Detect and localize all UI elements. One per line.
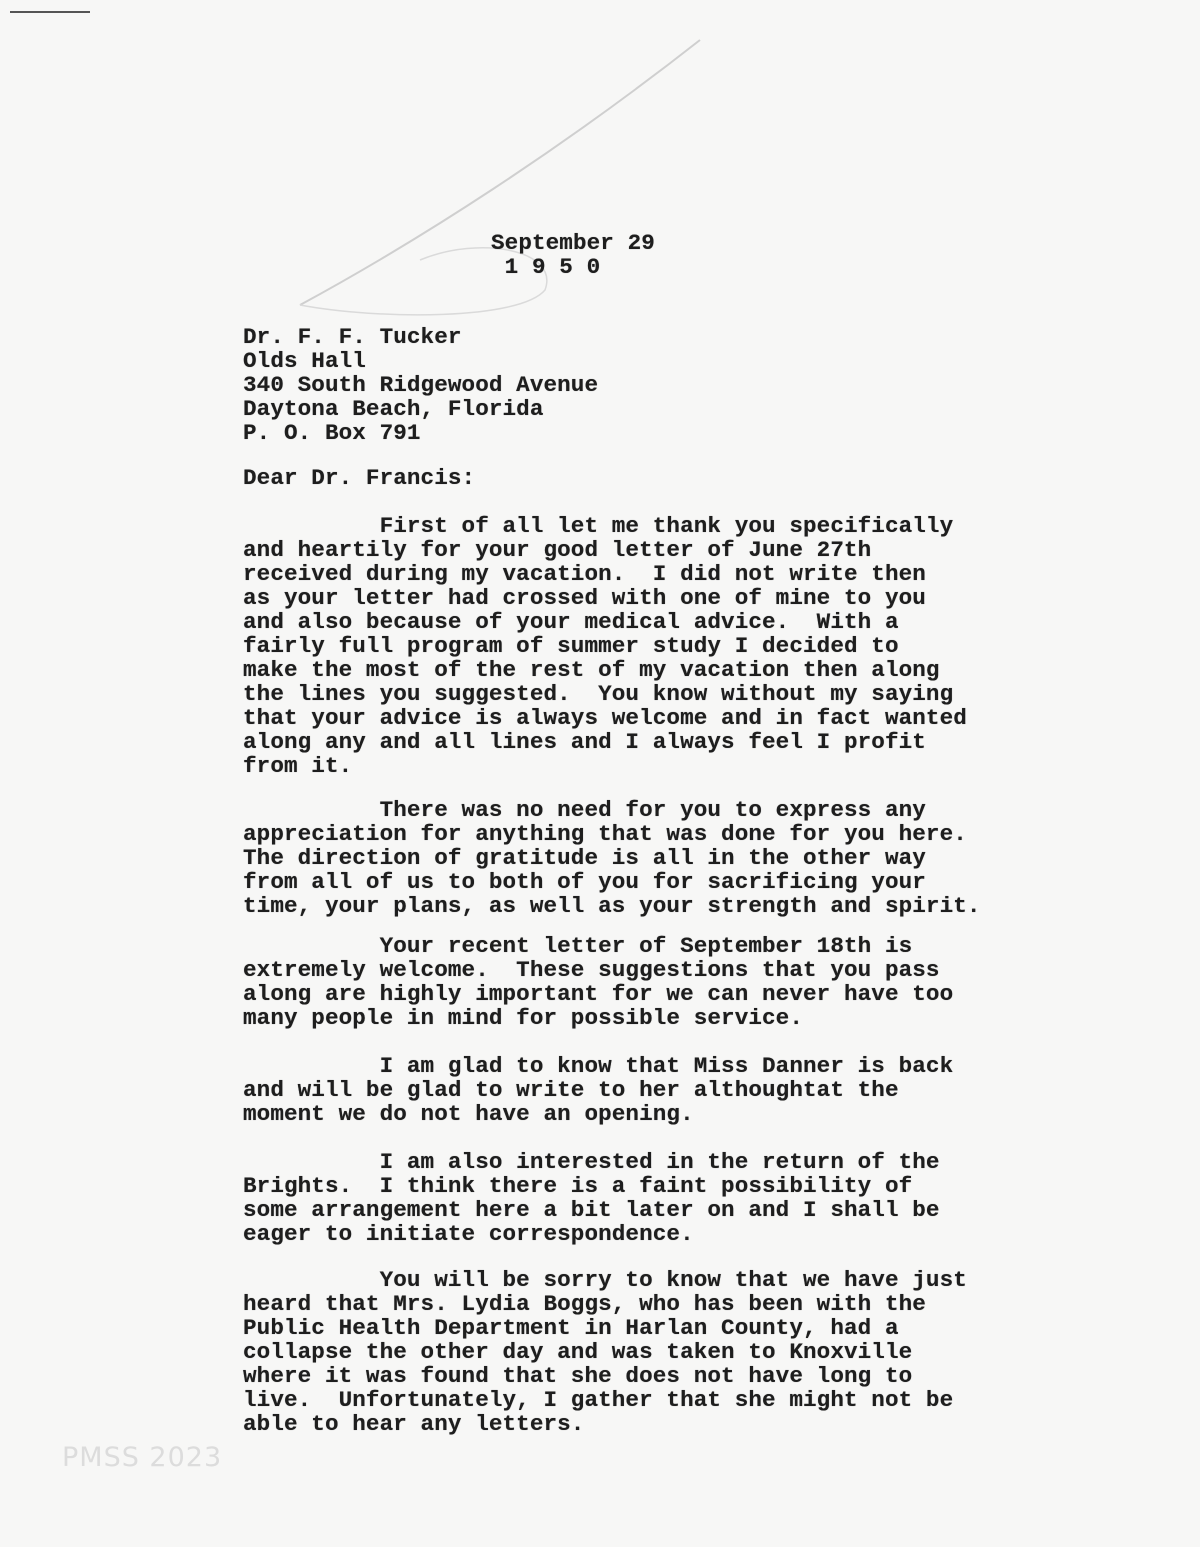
text-line: Dear Dr. Francis:	[243, 465, 476, 491]
text-line: Brights. I think there is a faint possibility of	[243, 1173, 913, 1199]
text-line: Your recent letter of September 18th is	[243, 933, 913, 959]
pencil-mark	[0, 0, 1200, 400]
text-line: time, your plans, as well as your strength and spirit.	[243, 893, 981, 919]
text-line: I am glad to know that Miss Danner is back	[243, 1053, 954, 1079]
text-line: able to hear any letters.	[243, 1411, 585, 1437]
text-line: collapse the other day and was taken to Knoxville	[243, 1339, 913, 1365]
text-line: from all of us to both of you for sacrificing your	[243, 869, 926, 895]
salutation	[243, 466, 475, 490]
text-line: and heartily for your good letter of June 27th	[243, 537, 872, 563]
text-line: Daytona Beach, Florida	[243, 396, 544, 422]
text-line: make the most of the rest of my vacation then along	[243, 657, 940, 683]
text-line: The direction of gratitude is all in the other way	[243, 845, 926, 871]
paragraph	[243, 1150, 940, 1246]
text-line: live. Unfortunately, I gather that she might not be	[243, 1387, 954, 1413]
text-line: and will be glad to write to her althoughtat the	[243, 1077, 899, 1103]
text-line: Dr. F. F. Tucker	[243, 324, 462, 350]
text-line: 340 South Ridgewood Avenue	[243, 372, 599, 398]
text-line: from it.	[243, 753, 353, 779]
paragraph	[243, 934, 953, 1030]
letter-date	[491, 231, 655, 279]
text-line: Olds Hall	[243, 348, 366, 374]
text-line: Public Health Department in Harlan County, had a	[243, 1315, 899, 1341]
recipient-address	[243, 325, 598, 445]
text-line: There was no need for you to express any	[243, 797, 926, 823]
text-line: I am also interested in the return of the	[243, 1149, 940, 1175]
text-line: some arrangement here a bit later on and I shall be	[243, 1197, 940, 1223]
text-line: extremely welcome. These suggestions that you pass	[243, 957, 940, 983]
text-line: heard that Mrs. Lydia Boggs, who has been with the	[243, 1291, 926, 1317]
text-line: and also because of your medical advice. With a	[243, 609, 899, 635]
text-line: as your letter had crossed with one of mine to you	[243, 585, 926, 611]
text-line: the lines you suggested. You know without my saying	[243, 681, 954, 707]
text-line: P. O. Box 791	[243, 420, 421, 446]
text-line: moment we do not have an opening.	[243, 1101, 694, 1127]
text-line: along any and all lines and I always feel I profit	[243, 729, 926, 755]
text-line: September 29	[491, 230, 655, 256]
text-line: appreciation for anything that was done for you here.	[243, 821, 967, 847]
text-line: many people in mind for possible service.	[243, 1005, 803, 1031]
text-line: where it was found that she does not have long to	[243, 1363, 913, 1389]
text-line: along are highly important for we can never have too	[243, 981, 954, 1007]
text-line: You will be sorry to know that we have just	[243, 1267, 967, 1293]
text-line: 1 9 5 0	[491, 254, 601, 280]
paragraph	[243, 1268, 967, 1436]
text-line: First of all let me thank you specifically	[243, 513, 954, 539]
text-line: eager to initiate correspondence.	[243, 1221, 694, 1247]
paragraph	[243, 798, 981, 918]
text-line: fairly full program of summer study I decided to	[243, 633, 899, 659]
text-line: that your advice is always welcome and in fact wanted	[243, 705, 967, 731]
paragraph	[243, 1054, 953, 1126]
watermark: PMSS 2023	[62, 1442, 223, 1473]
paragraph	[243, 514, 967, 778]
text-line: received during my vacation. I did not write then	[243, 561, 926, 587]
